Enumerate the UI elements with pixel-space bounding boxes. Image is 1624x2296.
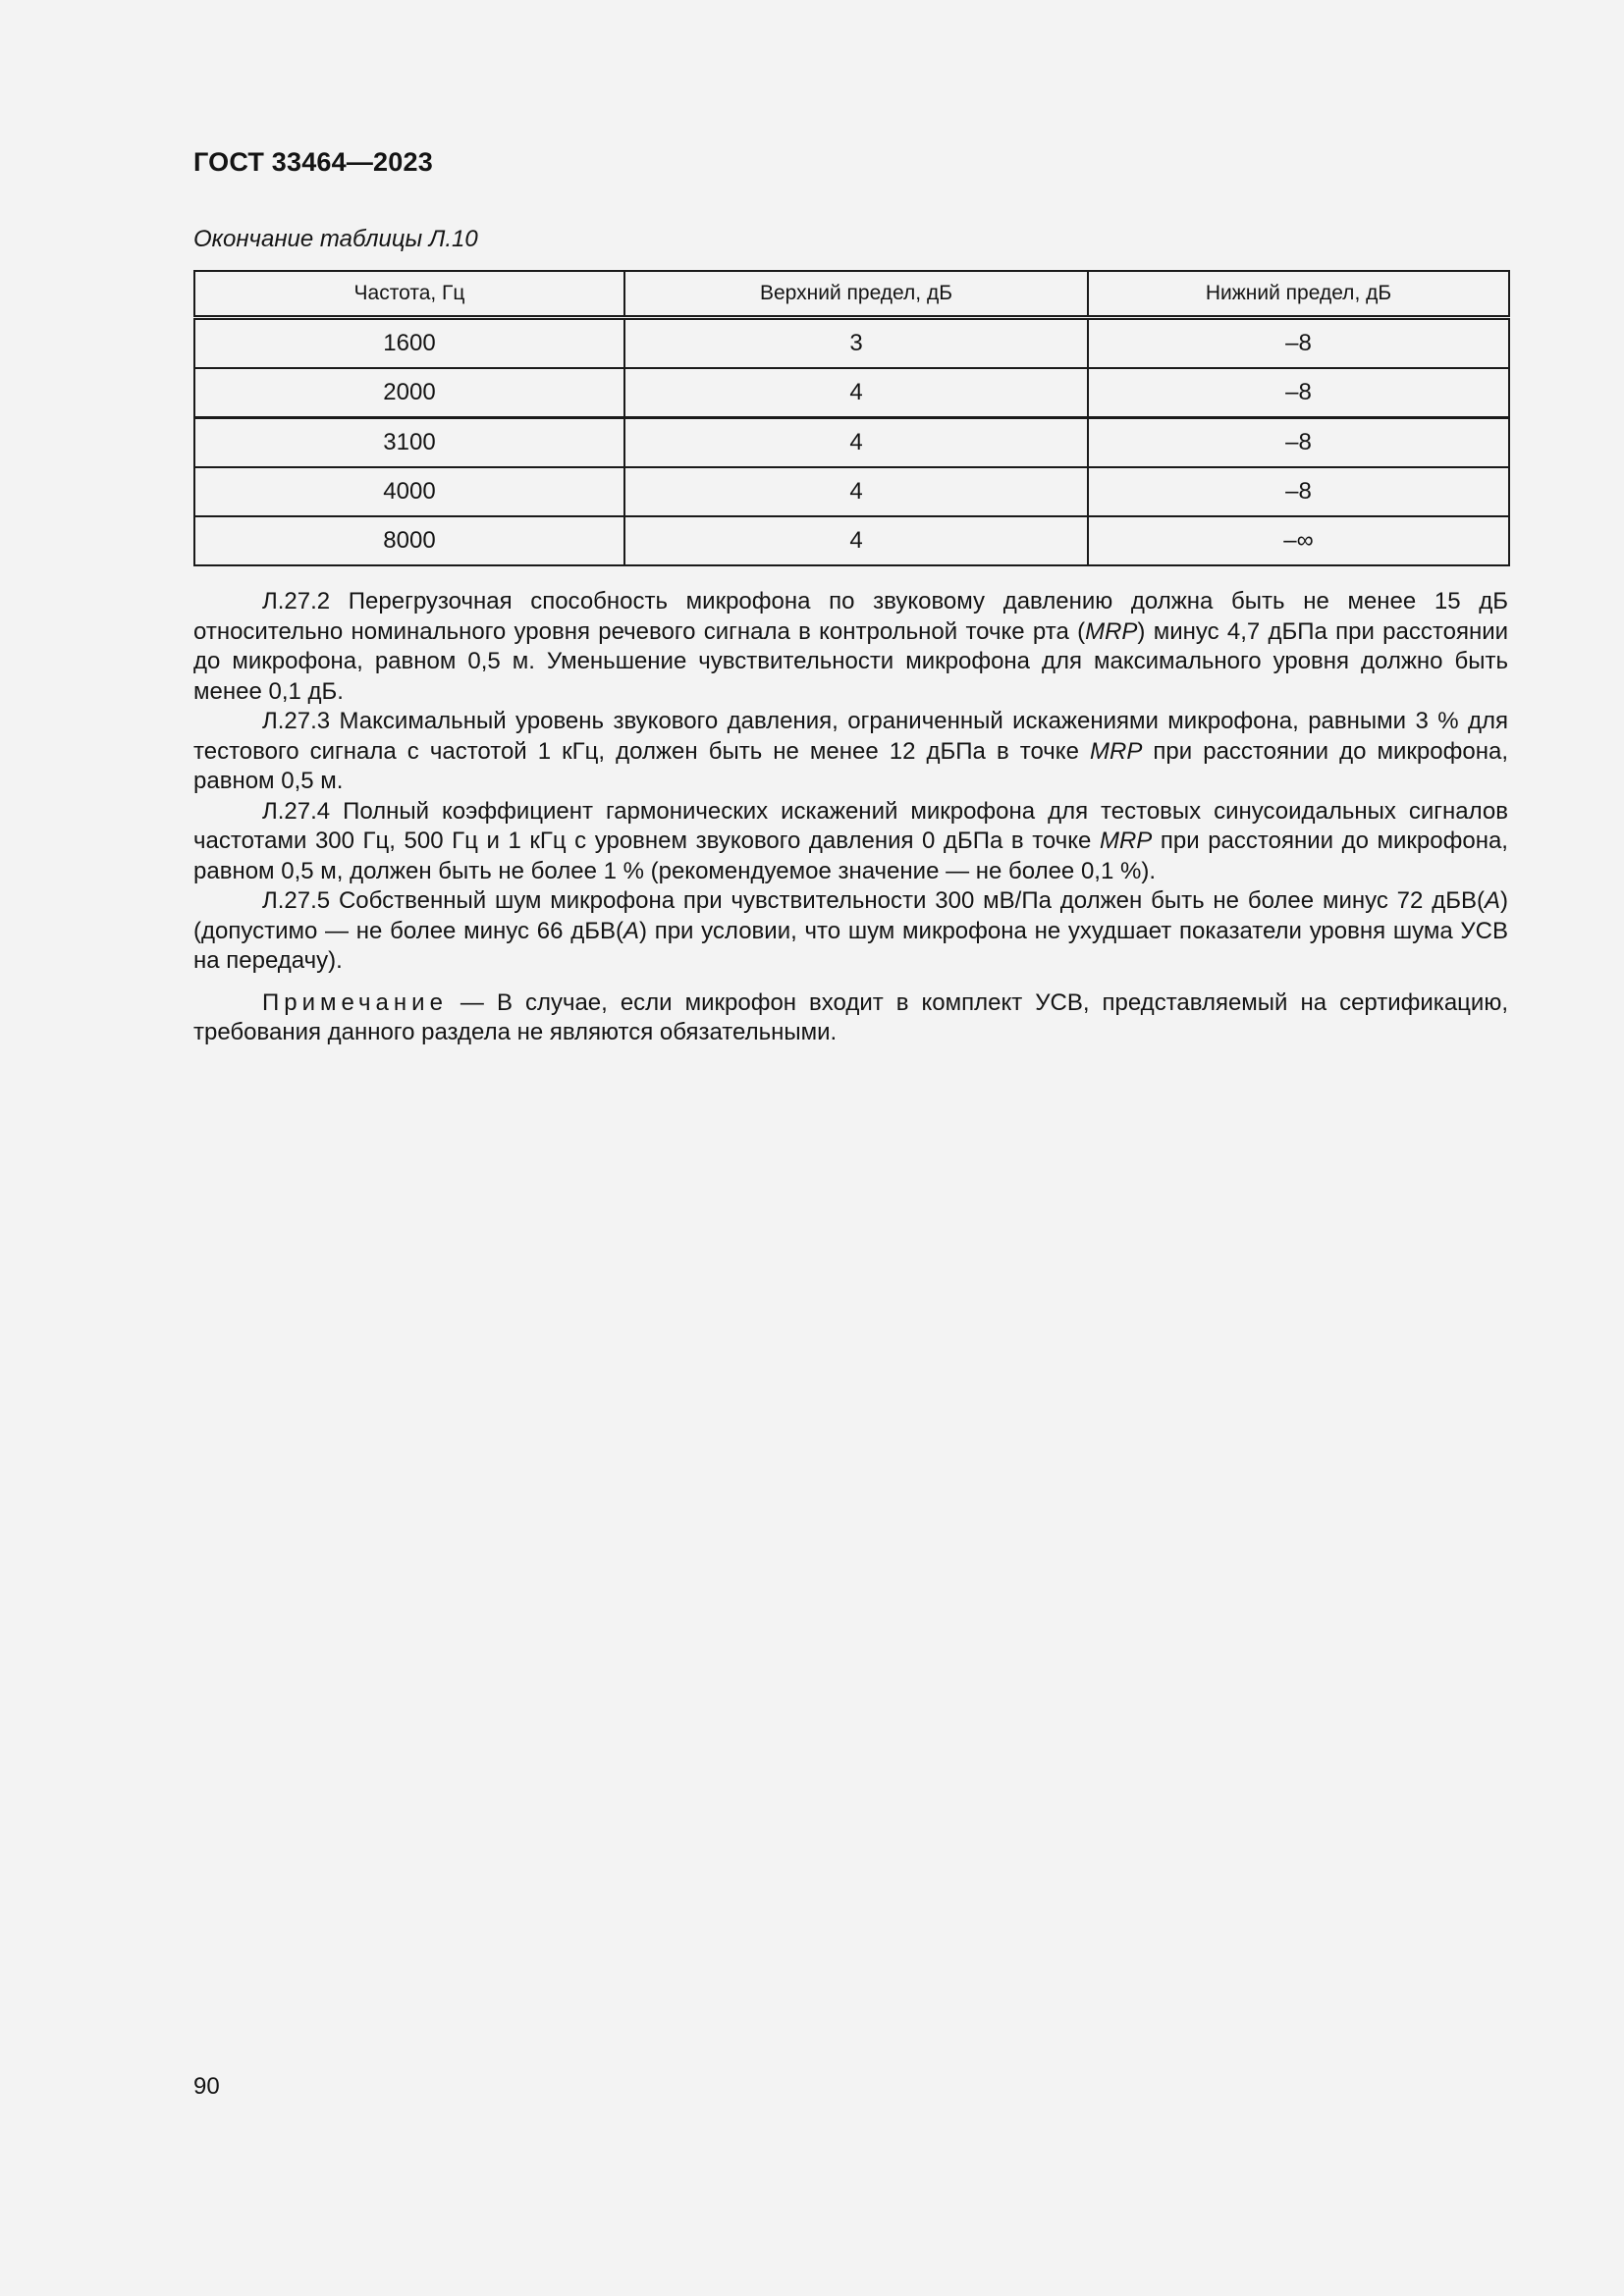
cell-lower-limit: –8 <box>1088 368 1509 418</box>
note-label: Примечание <box>262 988 448 1016</box>
paragraph-l27-4 <box>193 797 1508 887</box>
text-run-italic: MRP <box>1085 617 1138 645</box>
text-run: ) при условии, что шум микрофона не ухудшает показатели уровня шума УСВ на передачу). <box>193 917 1509 974</box>
cell-lower-limit: –∞ <box>1088 516 1509 565</box>
text-run: Л.27.2 Перегрузочная способность микрофона по звуковому давлению должна быть не менее 15 дБ относительно номинального уровня речевого сигнала в контрольной точке рта ( <box>193 588 1508 645</box>
cell-upper-limit: 4 <box>624 368 1088 418</box>
text-run: при расстоянии до микрофона, равном 0,5 м, должен быть не более 1 % (рекомендуемое значение — не более 0,1 %). <box>193 828 1508 884</box>
table-row <box>194 368 1509 418</box>
table-caption: Окончание таблицы Л.10 <box>193 226 478 252</box>
cell-upper-limit: 4 <box>624 418 1088 468</box>
cell-upper-limit: 3 <box>624 318 1088 369</box>
column-header-upper-limit: Верхний предел, дБ <box>624 271 1088 318</box>
page-number: 90 <box>193 2073 220 2100</box>
text-run: при расстоянии до микрофона, равном 0,5 м. <box>193 737 1508 794</box>
cell-frequency: 1600 <box>194 318 624 369</box>
cell-frequency: 8000 <box>194 516 624 565</box>
table-row <box>194 318 1509 369</box>
text-run: Л.27.3 Максимальный уровень звукового давления, ограниченный искажениями микрофона, равными 3 % для тестового сигнала с частотой 1 кГц, должен быть не менее 12 дБПа в точке <box>193 708 1508 765</box>
text-run-italic: MRP <box>1099 828 1153 854</box>
document-title: ГОСТ 33464—2023 <box>193 147 433 177</box>
cell-frequency: 3100 <box>194 418 624 468</box>
document-page <box>193 0 1508 2296</box>
paragraph-l27-2 <box>193 587 1508 707</box>
table-header-row <box>194 271 1509 318</box>
body-text <box>193 587 1508 1048</box>
text-run: ) (допустимо — не более минус 66 дБВ( <box>193 887 1508 944</box>
table-row <box>194 467 1509 516</box>
cell-lower-limit: –8 <box>1088 318 1509 369</box>
limits-table <box>193 270 1510 566</box>
note-paragraph <box>193 988 1508 1048</box>
cell-frequency: 2000 <box>194 368 624 418</box>
cell-lower-limit: –8 <box>1088 467 1509 516</box>
column-header-lower-limit: Нижний предел, дБ <box>1088 271 1509 318</box>
text-run-italic: A <box>1484 887 1500 914</box>
table-row <box>194 516 1509 565</box>
text-run: Л.27.5 Собственный шум микрофона при чувствительности 300 мВ/Па должен быть не более минус 72 дБВ( <box>262 887 1485 914</box>
table-row <box>194 418 1509 468</box>
paragraph-l27-3 <box>193 707 1508 797</box>
note-text: — В случае, если микрофон входит в комплект УСВ, представляемый на сертификацию, требования данного раздела не являются обязательными. <box>193 988 1508 1045</box>
paragraph-l27-5 <box>193 886 1508 977</box>
text-run: ) минус 4,7 дБПа при расстоянии до микрофона, равном 0,5 м. Уменьшение чувствительности микрофона для максимального уровня должно быть менее 0,1 дБ. <box>193 617 1509 705</box>
cell-frequency: 4000 <box>194 467 624 516</box>
cell-lower-limit: –8 <box>1088 418 1509 468</box>
text-run: Л.27.4 Полный коэффициент гармонических искажений микрофона для тестовых синусоидальных сигналов частотами 300 Гц, 500 Гц и 1 кГц с уровнем звукового давления 0 дБПа в точке <box>193 797 1508 854</box>
text-run-italic: MRP <box>1090 737 1143 765</box>
cell-upper-limit: 4 <box>624 467 1088 516</box>
cell-upper-limit: 4 <box>624 516 1088 565</box>
column-header-frequency: Частота, Гц <box>194 271 624 318</box>
text-run-italic: A <box>623 917 639 944</box>
